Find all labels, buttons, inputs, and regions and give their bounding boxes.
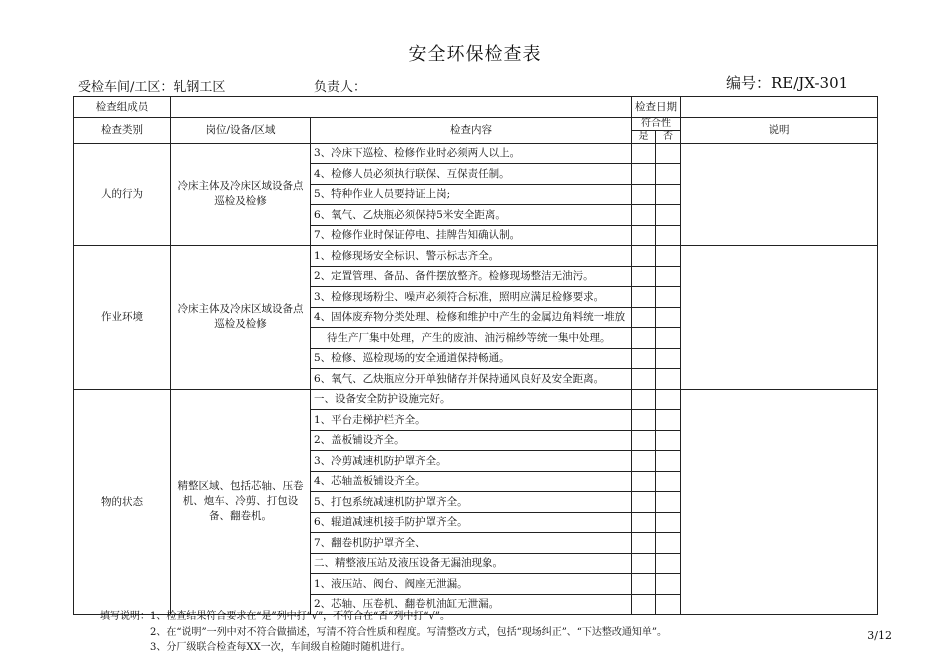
yes-checkbox-cell[interactable] xyxy=(632,574,656,595)
no-checkbox-cell[interactable] xyxy=(656,512,681,533)
check-item: 5、打包系统减速机防护罩齐全。 xyxy=(311,492,632,513)
table-row xyxy=(74,246,878,267)
filling-instructions xyxy=(100,609,667,656)
page-number: 3/12 xyxy=(867,629,892,642)
notes-cell[interactable] xyxy=(681,389,878,615)
yes-checkbox-cell[interactable] xyxy=(632,143,656,164)
position-cell: 冷床主体及冷床区域设备点巡检及检修 xyxy=(171,143,311,246)
yes-checkbox-cell[interactable] xyxy=(632,471,656,492)
check-item: 5、检修、巡检现场的安全通道保持畅通。 xyxy=(311,348,632,369)
check-item: 2、芯轴、压卷机、翻卷机油缸无泄漏。 xyxy=(311,594,632,615)
inspectors-label: 检查组成员 xyxy=(74,97,171,118)
category-cell: 人的行为 xyxy=(74,143,171,246)
col-header-content: 检查内容 xyxy=(311,117,632,143)
inspection-table xyxy=(73,96,878,615)
no-checkbox-cell[interactable] xyxy=(656,492,681,513)
no-checkbox-cell[interactable] xyxy=(656,328,681,349)
check-item: 一、设备安全防护设施完好。 xyxy=(311,389,632,410)
col-header-no: 否 xyxy=(656,130,681,143)
no-checkbox-cell[interactable] xyxy=(656,184,681,205)
no-checkbox-cell[interactable] xyxy=(656,451,681,472)
yes-checkbox-cell[interactable] xyxy=(632,266,656,287)
no-checkbox-cell[interactable] xyxy=(656,471,681,492)
check-item: 1、平台走梯护栏齐全。 xyxy=(311,410,632,431)
responsible-label: 负责人： xyxy=(314,80,367,95)
note-line: 填写说明：1、检查结果符合要求在“是”列中打“√”，不符合在“否”列中打“√”。 xyxy=(100,611,451,622)
col-header-category: 检查类别 xyxy=(74,117,171,143)
check-item: 6、氧气、乙炔瓶应分开单独储存并保持通风良好及安全距离。 xyxy=(311,369,632,390)
yes-checkbox-cell[interactable] xyxy=(632,225,656,246)
yes-checkbox-cell[interactable] xyxy=(632,246,656,267)
table-body xyxy=(74,143,878,615)
no-checkbox-cell[interactable] xyxy=(656,287,681,308)
yes-checkbox-cell[interactable] xyxy=(632,533,656,554)
check-item: 1、液压站、阀台、阀座无泄漏。 xyxy=(311,574,632,595)
no-checkbox-cell[interactable] xyxy=(656,246,681,267)
check-item: 二、精整液压站及液压设备无漏油现象。 xyxy=(311,553,632,574)
yes-checkbox-cell[interactable] xyxy=(632,451,656,472)
yes-checkbox-cell[interactable] xyxy=(632,328,656,349)
position-cell: 冷床主体及冷床区域设备点巡检及检修 xyxy=(171,246,311,390)
page-title: 安全环保检查表 xyxy=(408,44,542,65)
yes-checkbox-cell[interactable] xyxy=(632,164,656,185)
check-item: 3、冷床下巡检、检修作业时必须两人以上。 xyxy=(311,143,632,164)
yes-checkbox-cell[interactable] xyxy=(632,430,656,451)
no-checkbox-cell[interactable] xyxy=(656,143,681,164)
no-checkbox-cell[interactable] xyxy=(656,430,681,451)
no-checkbox-cell[interactable] xyxy=(656,410,681,431)
check-item: 2、定置管理、备品、备件摆放整齐。检修现场整洁无油污。 xyxy=(311,266,632,287)
check-item: 7、翻卷机防护罩齐全、 xyxy=(311,533,632,554)
date-field[interactable] xyxy=(681,97,878,118)
notes-cell[interactable] xyxy=(681,246,878,390)
check-item: 4、固体废弃物分类处理、检修和维护中产生的金属边角料统一堆放 xyxy=(311,307,632,328)
no-checkbox-cell[interactable] xyxy=(656,307,681,328)
no-checkbox-cell[interactable] xyxy=(656,369,681,390)
no-checkbox-cell[interactable] xyxy=(656,533,681,554)
yes-checkbox-cell[interactable] xyxy=(632,287,656,308)
yes-checkbox-cell[interactable] xyxy=(632,369,656,390)
check-item: 5、特种作业人员要持证上岗; xyxy=(311,184,632,205)
table-row xyxy=(74,143,878,164)
no-checkbox-cell[interactable] xyxy=(656,389,681,410)
note-line: 2、在“说明”一列中对不符合做描述，写清不符合性质和程度。写清整改方式，包括“现场纠正”、“下达整改通知单”。 xyxy=(150,626,668,638)
table-row xyxy=(74,389,878,410)
check-item: 7、检修作业时保证停电、挂牌告知确认制。 xyxy=(311,225,632,246)
inspectors-field[interactable] xyxy=(171,97,632,118)
col-header-yes: 是 xyxy=(632,130,656,143)
check-item: 6、辊道减速机接手防护罩齐全。 xyxy=(311,512,632,533)
yes-checkbox-cell[interactable] xyxy=(632,410,656,431)
workshop-label: 受检车间/工区：轧钢工区 xyxy=(78,80,226,95)
no-checkbox-cell[interactable] xyxy=(656,574,681,595)
yes-checkbox-cell[interactable] xyxy=(632,512,656,533)
yes-checkbox-cell[interactable] xyxy=(632,205,656,226)
category-cell: 作业环境 xyxy=(74,246,171,390)
check-item: 待生产厂集中处理，产生的废油、油污棉纱等统一集中处理。 xyxy=(311,328,632,349)
yes-checkbox-cell[interactable] xyxy=(632,389,656,410)
no-checkbox-cell[interactable] xyxy=(656,348,681,369)
yes-checkbox-cell[interactable] xyxy=(632,553,656,574)
check-item: 4、芯轴盖板铺设齐全。 xyxy=(311,471,632,492)
note-line: 3、分厂级联合检查每XX一次，车间级自检随时随机进行。 xyxy=(150,642,411,653)
check-item: 1、检修现场安全标识、警示标志齐全。 xyxy=(311,246,632,267)
no-checkbox-cell[interactable] xyxy=(656,553,681,574)
col-header-position: 岗位/设备/区域 xyxy=(171,117,311,143)
yes-checkbox-cell[interactable] xyxy=(632,307,656,328)
document-code: 编号：RE/JX-301 xyxy=(726,74,849,92)
check-item: 2、盖板铺设齐全。 xyxy=(311,430,632,451)
col-header-compliance: 符合性 xyxy=(632,117,681,130)
no-checkbox-cell[interactable] xyxy=(656,164,681,185)
check-item: 6、氧气、乙炔瓶必须保持5米安全距离。 xyxy=(311,205,632,226)
col-header-notes: 说明 xyxy=(681,117,878,143)
check-item: 3、检修现场粉尘、噪声必须符合标准，照明应满足检修要求。 xyxy=(311,287,632,308)
yes-checkbox-cell[interactable] xyxy=(632,492,656,513)
category-cell: 物的状态 xyxy=(74,389,171,615)
no-checkbox-cell[interactable] xyxy=(656,266,681,287)
no-checkbox-cell[interactable] xyxy=(656,225,681,246)
yes-checkbox-cell[interactable] xyxy=(632,184,656,205)
no-checkbox-cell[interactable] xyxy=(656,205,681,226)
check-item: 4、检修人员必须执行联保、互保责任制。 xyxy=(311,164,632,185)
position-cell: 精整区域、包括芯轴、压卷机、炮车、冷剪、打包设备、翻卷机。 xyxy=(171,389,311,615)
date-label: 检查日期 xyxy=(632,97,681,118)
notes-cell[interactable] xyxy=(681,143,878,246)
yes-checkbox-cell[interactable] xyxy=(632,348,656,369)
check-item: 3、冷剪减速机防护罩齐全。 xyxy=(311,451,632,472)
